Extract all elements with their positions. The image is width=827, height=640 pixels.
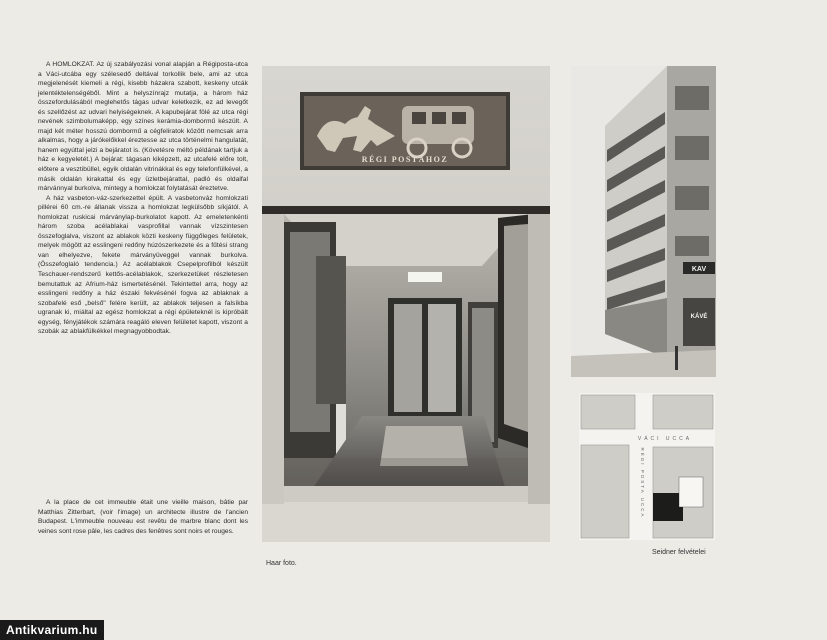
paragraph-facade: A HOMLOKZAT. Az új szabályozási vonal alapján a Régiposta-utca a Váci-utcába egy szélesedő deltával torkollik bele, ami az utca megjelenését kiemeli a régi, kisebb házakra szabott, keskeny utcák jelentéktelenségéből. Mint a helyszínrajz mutatja, a három ház összefordulásából meglehetős tágas udvar keletkezik, ez ad levegőt és szellőzést az udvari helyiségeknek. A kapubejárat fölé az utca régi nevének szimbolumaképp, egy színes kerámia-dombormű készült. A majd két méter hosszú dombormű a cégfeliratok között nemcsak arra alkalmas, hogy a járókelőkkel éreztesse az utca történelmi hangulatát, hanem egyúttal jelzi a bejáratot is. (Követésre méltó példának tartjuk a ház e kegyeletét.) A bejárat: tágasan kiképzett, az utcafelé előre tolt, előtere a vesztibüllel, egyik oldalán vitrinákkal és egy telefonfülkével, a másik oldalán kirakattal és egy üzletbejárattal, padló és oldalfal márvánnyal burkolva, mintegy a homlokzat folytatását éreztetve. [38,61,248,193]
article-hungarian [38,60,248,337]
article-french: A la place de cet immeuble était une vieille maison, bâtie par Matthias Zitterbart, (voir l'image) un architecte illustre de l'ancien Budapest. L'immeuble nouveau est revêtu de marbre blanc dont les veines sont rose pâle, les cadres des fenêtres sont noirs et rouges. [38,499,248,535]
street-label-vaci: VÁCI UCCA [637,436,693,442]
entrance-photo [262,66,550,542]
paragraph-structure: A ház vasbeton-váz-szerkezettel épült. A vasbetonváz homlokzati pillérei 60 cm.-re állanak vissza a homlokzat legkülsőbb síkjától. A homlokzat ruskicai márványlap-burkolatot kapott. Az emeletenkénti három szoba acélablakai vasprofillal vannak vízszintesen összefoglalva, viszont az ablakok közti keskeny függőleges felületek, melyek mögött az esslingeni redőny húzószerkezete és a fűtési strang van elhelyezve, fekete márványüveggel vannak burkolva. (Összefoglaló tendencia.) Az acélablakok Csepelprofilból készült Teschauer-rendszerű kettős-acélablakok, szerkezetüket részletesen bemutattuk az Afrium-ház ismertetésénél. Tekintettel arra, hogy az esslingeni redőny a ház északi fekvésénél fogva az ablaknak a szobafelé eső „belső" felére került, az ablakok teljesen a falsíkba ugranak ki, miáltal az egész homlokzat a régi épületeknél is kipróbált egység, fényjátékok számára reagáló eleven felületet kapott, viszont a szobák az ablakfülkékkel megnagyobbodtak. [38,194,248,336]
street-label-regiposta: RÉGI POSTA UCCA [640,447,645,519]
watermark-logo: Antikvarium.hu [0,620,104,640]
street-photo [571,66,716,377]
caption-left: Haar foto. [266,560,297,567]
relief-inscription: RÉGI POSTÁHOZ [361,155,449,164]
site-plan [579,393,715,540]
shop-sign-lower: KÁVÉ [690,314,708,320]
shop-sign-upper: KAV [691,266,707,273]
caption-right: Seidner felvételei [652,549,706,556]
